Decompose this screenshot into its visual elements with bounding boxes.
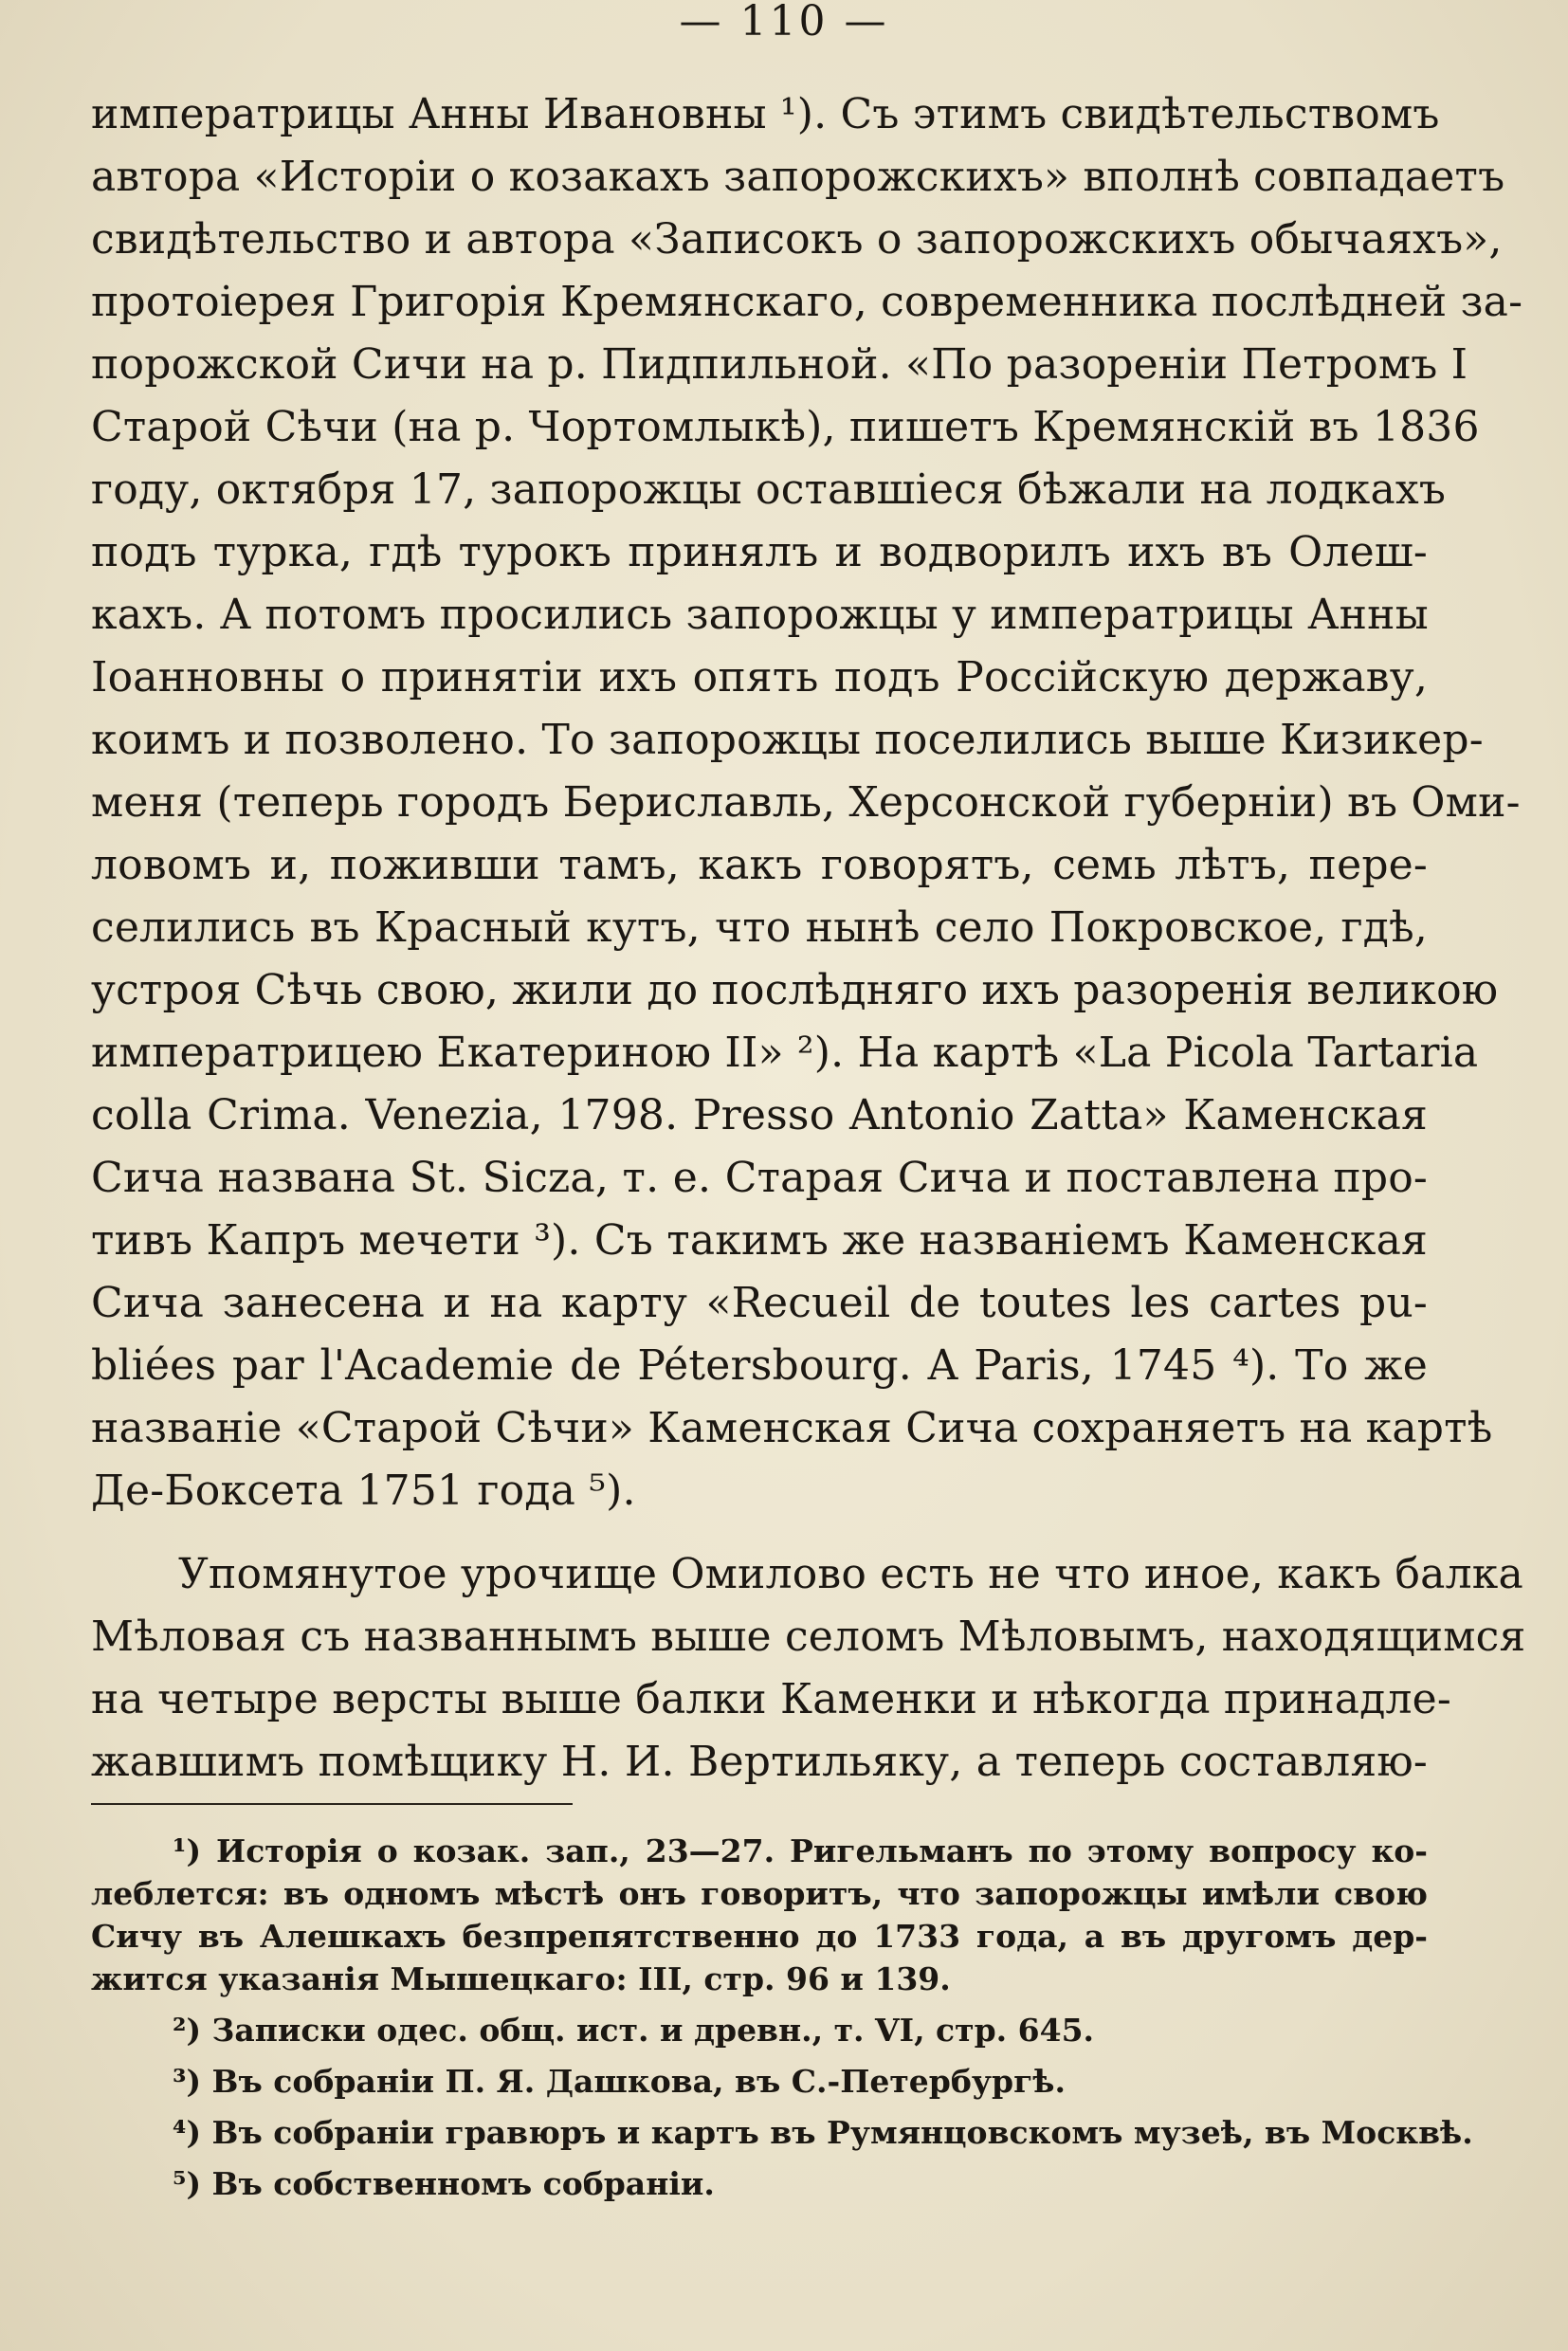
- footnote-line: ²) Записки одес. общ. ист. и древн., т. VI, стр. 645.: [173, 2012, 1095, 2049]
- footnote-line: леблется: въ одномъ мѣстѣ онъ говоритъ, что запорожцы имѣли свою: [91, 1875, 1428, 1912]
- text-line: Де-Боксета 1751 года ⁵).: [91, 1467, 636, 1515]
- text-line: порожской Сичи на р. Пидпильной. «По разореніи Петромъ I: [91, 340, 1468, 389]
- text-line: Старой Сѣчи (на р. Чортомлыкѣ), пишетъ Кремянскій въ 1836: [91, 403, 1480, 451]
- text-line: меня (теперь городъ Бериславль, Херсонской губерніи) въ Оми-: [91, 778, 1521, 827]
- text-line: подъ турка, гдѣ турокъ принялъ и водворилъ ихъ въ Олеш-: [91, 528, 1428, 576]
- text-line: Сича названа St. Sicza, т. е. Старая Сича и поставлена про-: [91, 1154, 1428, 1202]
- text-line: тивъ Капръ мечети ³). Съ такимъ же названіемъ Каменская: [91, 1216, 1428, 1265]
- footnote-divider: [91, 1803, 573, 1805]
- text-line: жавшимъ помѣщику Н. И. Вертильяку, а теперь составляю-: [91, 1738, 1428, 1786]
- footnote-line: ⁵) Въ собственномъ собраніи.: [173, 2165, 715, 2202]
- paragraph-gap: [91, 1522, 1428, 1543]
- footnote-line: ³) Въ собраніи П. Я. Дашкова, въ С.-Петербургѣ.: [173, 2063, 1066, 2100]
- text-line: селились въ Красный кутъ, что нынѣ село Покровское, гдѣ,: [91, 903, 1428, 952]
- footnote-line: ⁴) Въ собраніи гравюръ и картъ въ Румянцовскомъ музеѣ, въ Москвѣ.: [173, 2114, 1473, 2151]
- text-line: bliées par l'Academie de Pétersbourg. A Paris, 1745 ⁴). То же: [91, 1341, 1428, 1390]
- text-line: автора «Исторіи о козакахъ запорожскихъ» вполнѣ совпадаетъ: [91, 153, 1505, 201]
- text-line: Упомянутое урочище Омилово есть не что иное, какъ балка: [178, 1550, 1523, 1598]
- text-line: Іоанновны о принятіи ихъ опять подъ Россійскую державу,: [91, 653, 1428, 702]
- footnote-line: ¹) Исторія о козак. зап., 23—27. Ригельманъ по этому вопросу ко-: [173, 1832, 1428, 1869]
- footnotes: [91, 1830, 1473, 2205]
- text-line: императрицею Екатериною II» ²). На картѣ «La Picola Tartaria: [91, 1029, 1479, 1077]
- text-line: названіе «Старой Сѣчи» Каменская Сича сохраняетъ на картѣ: [91, 1404, 1493, 1452]
- text-line: протоіерея Григорія Кремянскаго, современника послѣдней за-: [91, 278, 1523, 326]
- footnote-line: Сичу въ Алешкахъ безпрепятственно до 1733 года, а въ другомъ дер-: [91, 1918, 1428, 1955]
- text-line: году, октября 17, запорожцы оставшіеся бѣжали на лодкахъ: [91, 465, 1447, 514]
- footnote-line: жится указанія Мышецкаго: III, стр. 96 и 139.: [91, 1960, 951, 1997]
- text-line: кахъ. А потомъ просились запорожцы у императрицы Анны: [91, 591, 1429, 639]
- text-line: свидѣтельство и автора «Записокъ о запорожскихъ обычаяхъ»,: [91, 215, 1503, 264]
- text-line: на четыре версты выше балки Каменки и нѣкогда принадле-: [91, 1675, 1451, 1723]
- text-line: устроя Сѣчь свою, жили до послѣдняго ихъ разоренія великою: [91, 966, 1499, 1014]
- text-line: императрицы Анны Ивановны ¹). Съ этимъ свидѣтельствомъ: [91, 90, 1440, 138]
- main-text: [91, 83, 1526, 1794]
- text-line: коимъ и позволено. То запорожцы поселились выше Кизикер-: [91, 716, 1484, 764]
- text-line: Мѣловая съ названнымъ выше селомъ Мѣловымъ, находящимся: [91, 1613, 1526, 1661]
- text-line: ловомъ и, поживши тамъ, какъ говорятъ, семь лѣтъ, пере-: [91, 841, 1428, 889]
- text-line: colla Crima. Venezia, 1798. Presso Antonio Zatta» Каменская: [91, 1091, 1428, 1139]
- page-number: — 110 —: [679, 0, 889, 46]
- text-line: Сича занесена и на карту «Recueil de toutes les cartes pu-: [91, 1279, 1428, 1327]
